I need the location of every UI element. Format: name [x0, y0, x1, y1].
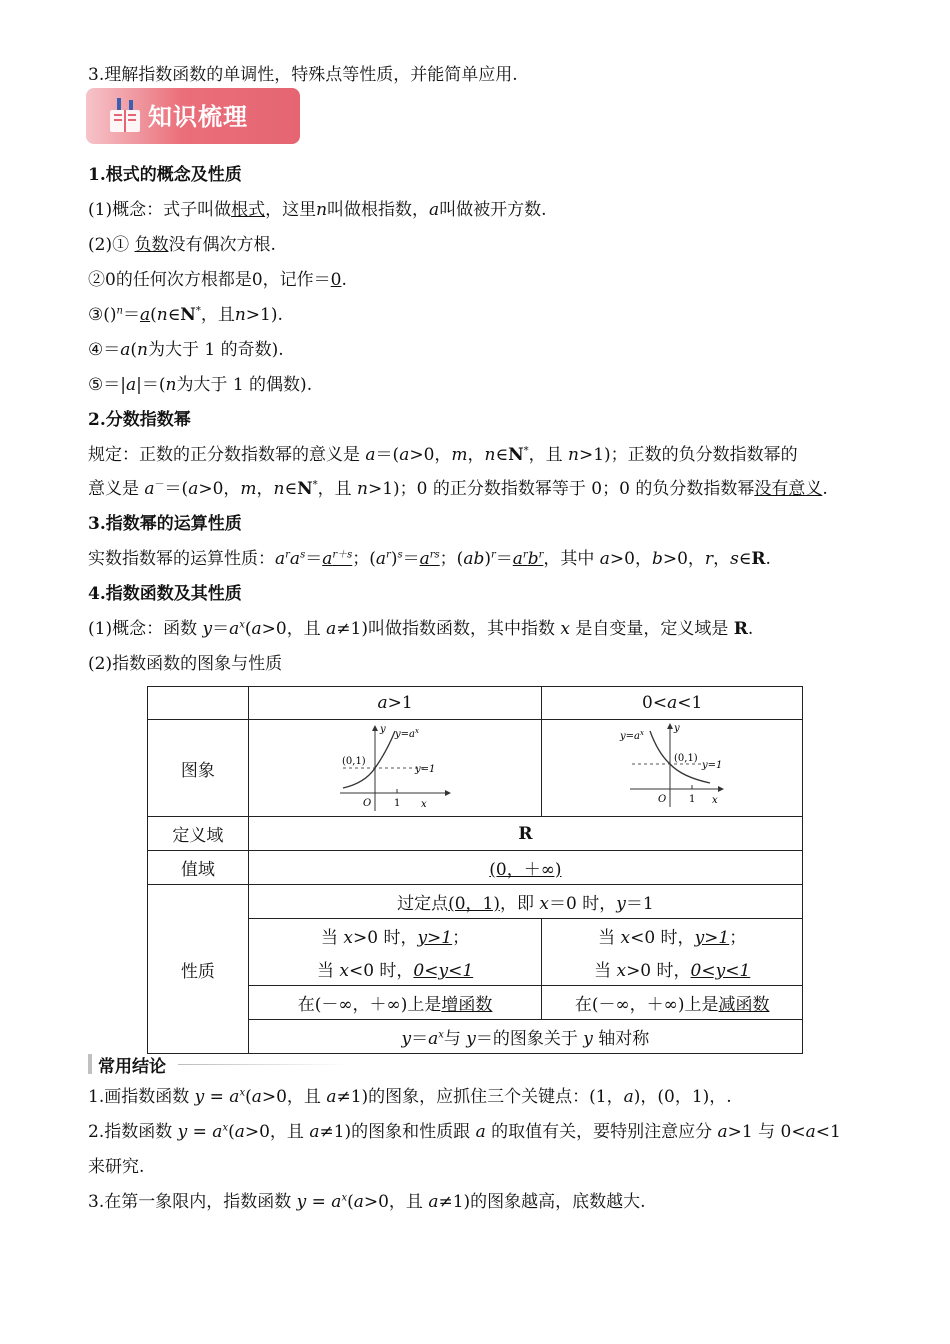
conclusion-2: 2.指数函数 $y = a^x(a>0$，且 a≠1)的图象和性质跟 a 的取值有关，要特别注意应分 a>1 与 0<a<1 — [88, 1122, 841, 1142]
g1-point-label: (0,1) — [342, 756, 366, 767]
header-a-lt-1: 0<a<1 — [542, 687, 803, 720]
header-a-gt-1: a>1 — [248, 687, 542, 720]
prop-inc-pos: 当 x>0 时，y>1； — [248, 919, 542, 953]
row-label-graph: 图象 — [148, 720, 249, 817]
conclusion-2-cont: 来研究. — [88, 1157, 145, 1177]
conclusions-title: 常用结论 — [98, 1057, 166, 1077]
banner-title: 知识梳理 — [148, 103, 248, 131]
sec1-line5: ④＝a(n为大于 1 的奇数). — [88, 340, 284, 360]
row-label-domain: 定义域 — [148, 817, 249, 851]
sec1-line3: ②0的任何次方根都是0，记作＝0. — [88, 270, 347, 290]
conclusion-3: 3.在第一象限内，指数函数 $y = a^x(a>0$，且 a≠1)的图象越高，底数越大. — [88, 1192, 646, 1212]
prop-dec-neg: 当 x<0 时，y>1； — [542, 919, 803, 953]
domain-value: R — [248, 817, 802, 851]
sec1-line1: (1)概念：式子叫做根式，这里n叫做根指数，a叫做被开方数. — [88, 200, 547, 220]
mono-decreasing: 在(－∞，＋∞)上是减函数 — [542, 986, 803, 1020]
graph-decreasing — [612, 723, 732, 815]
conclusion-1: 1.画指数函数 $y = a^x(a>0$，且 a≠1)的图象，应抓住三个关键点：(1，a)，(0，1)，. — [88, 1087, 732, 1107]
sec1-title: 1.根式的概念及性质 — [88, 165, 242, 185]
section-banner — [86, 88, 300, 144]
g1-asym-label: y=1 — [415, 764, 436, 775]
sec4-line2: (2)指数函数的图象与性质 — [88, 654, 283, 674]
row-label-range: 值域 — [148, 851, 249, 885]
sec2-title: 2.分数指数幂 — [88, 410, 191, 430]
sec4-title: 4.指数函数及其性质 — [88, 584, 242, 604]
g2-asym-label: y=1 — [702, 760, 723, 771]
g2-point-label: (0,1) — [674, 753, 698, 764]
row-label-properties: 性质 — [148, 885, 249, 1054]
fixed-point: 过定点(0，1)，即 x＝0 时，y＝1 — [248, 885, 802, 919]
range-value: (0，＋∞) — [248, 851, 802, 885]
sec3-title: 3.指数幂的运算性质 — [88, 514, 242, 534]
graph-increasing — [335, 723, 455, 815]
sec2-line2: 意义是 a－＝(a>0，m，n∈N*，且 n>1)；0 的正分数指数幂等于 0；0 的负分数指数幂没有意义. — [88, 479, 828, 499]
graph-cell-increasing — [248, 720, 542, 817]
table-corner — [148, 687, 249, 720]
sec1-line4: ③()$^n$＝a(n∈N*，且n>1). — [88, 305, 283, 325]
exp-function-table — [147, 686, 803, 1054]
g1-xaxis: x — [421, 799, 427, 810]
prop-inc-neg: 当 x<0 时，0<y<1 — [248, 952, 542, 986]
sec1-line2: (2)① 负数没有偶次方根. — [88, 235, 276, 255]
mono-increasing: 在(－∞，＋∞)上是增函数 — [248, 986, 542, 1020]
g1-curve-label: $y=a^x$ — [395, 727, 420, 740]
sec3-line1: 实数指数幂的运算性质：$a^ra^s=a^{r+s}$；$(a^r)^s=a^{rs}$；$(ab)^r=a^rb^r$，其中 a>0，b>0，r，s∈R. — [88, 549, 771, 569]
sec1-line6: ⑤＝|a|＝(n为大于 1 的偶数). — [88, 375, 313, 395]
sec4-line1: (1)概念：函数 $y=a^x(a>0$，且 a≠1)叫做指数函数，其中指数 x 是自变量，定义域是 R. — [88, 619, 754, 639]
graph-cell-decreasing — [542, 720, 803, 817]
g2-curve-label: $y=a^x$ — [620, 729, 645, 742]
conclusions-rule — [178, 1064, 348, 1065]
symmetry: $y=a^x$与 y＝的图象关于 y 轴对称 — [248, 1020, 802, 1054]
g2-tick: 1 — [689, 794, 696, 805]
conclusions-header — [88, 1052, 348, 1076]
prop-dec-pos: 当 x>0 时，0<y<1 — [542, 952, 803, 986]
g1-origin: O — [363, 798, 372, 809]
g1-tick: 1 — [394, 798, 401, 809]
intro-line: 3.理解指数函数的单调性，特殊点等性质，并能简单应用. — [88, 65, 518, 85]
g2-yaxis: y — [674, 723, 680, 734]
conclusions-marker — [88, 1054, 92, 1074]
g2-xaxis: x — [712, 795, 718, 806]
g1-yaxis: y — [380, 724, 386, 735]
book-icon — [108, 96, 142, 134]
g2-origin: O — [658, 794, 667, 805]
sec2-line1: 规定：正数的正分数指数幂的意义是 a＝(a>0，m，n∈N*，且 n>1)；正数的负分数指数幂的 — [88, 445, 798, 465]
